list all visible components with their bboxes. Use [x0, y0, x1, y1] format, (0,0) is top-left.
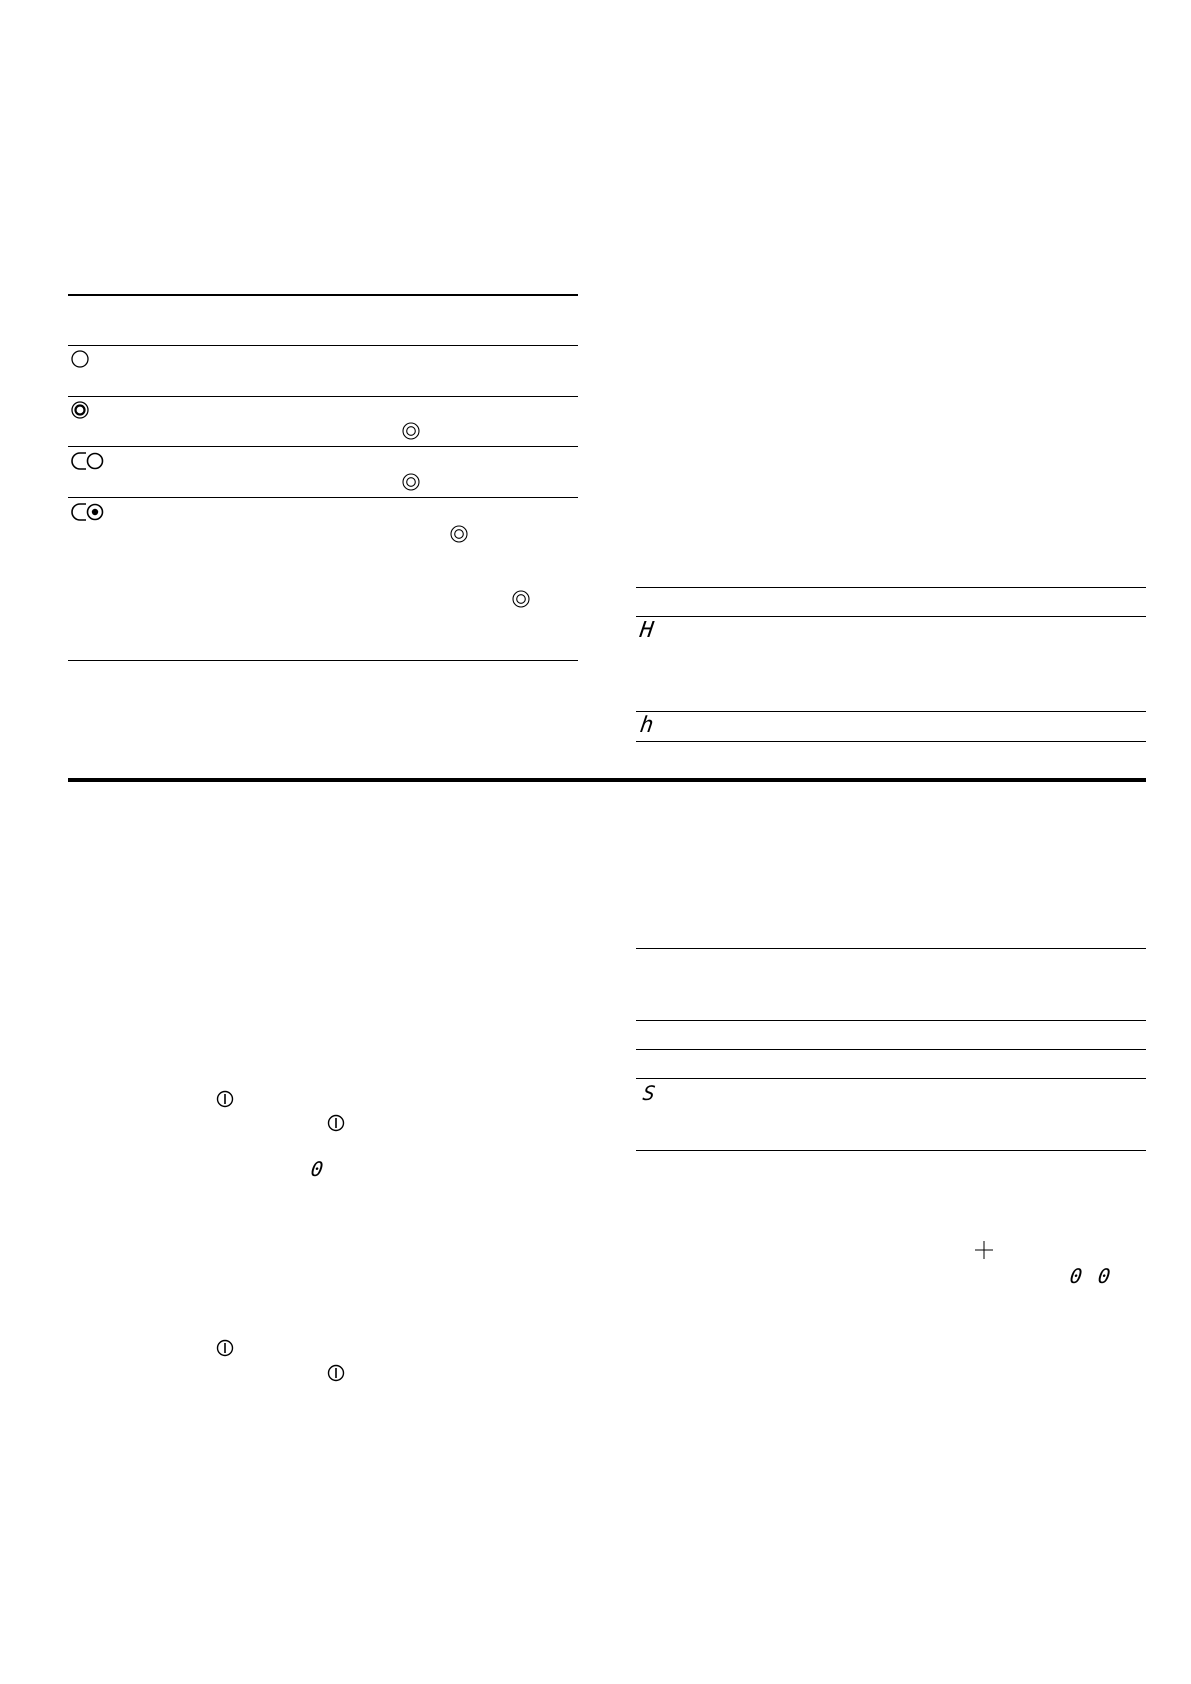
section-divider: [68, 778, 1146, 782]
table-row-rule: [636, 1078, 1146, 1079]
table-row-rule: [68, 396, 578, 397]
table-row-rule: [636, 711, 1146, 712]
table-row-rule: [636, 1049, 1146, 1050]
table-row-rule: [68, 497, 578, 498]
table-bottom-rule: [636, 741, 1146, 742]
table-bottom-rule: [68, 660, 578, 661]
residual-heat-low-symbol: h: [638, 713, 656, 738]
table-row-rule: [636, 1020, 1146, 1021]
table-top-rule: [636, 587, 1146, 588]
table-row-rule: [68, 446, 578, 447]
oval-zone-active-icon: [70, 501, 106, 523]
display-zero: 0: [309, 1157, 325, 1181]
single-circuit-zone-icon: [70, 349, 90, 369]
dual-circuit-symbol-icon: [401, 472, 421, 492]
table-header-rule: [636, 616, 1146, 617]
power-icon: [326, 1363, 346, 1383]
table-bottom-rule: [636, 1150, 1146, 1151]
oval-zone-icon: [70, 450, 106, 472]
power-icon: [215, 1338, 235, 1358]
residual-heat-high-symbol: H: [638, 618, 656, 643]
dual-circuit-symbol-icon: [511, 589, 531, 609]
dual-circuit-zone-icon: [70, 400, 90, 420]
dual-circuit-symbol-icon: [449, 524, 469, 544]
power-icon: [215, 1089, 235, 1109]
power-icon: [326, 1113, 346, 1133]
display-double-zero: 0 0: [1068, 1264, 1114, 1288]
plus-icon: [974, 1240, 994, 1260]
dual-circuit-symbol-icon: [401, 421, 421, 441]
table-top-rule: [636, 948, 1146, 949]
table-top-rule: [68, 294, 578, 296]
power-level-symbol: S: [641, 1081, 657, 1105]
table-header-rule: [68, 345, 578, 346]
